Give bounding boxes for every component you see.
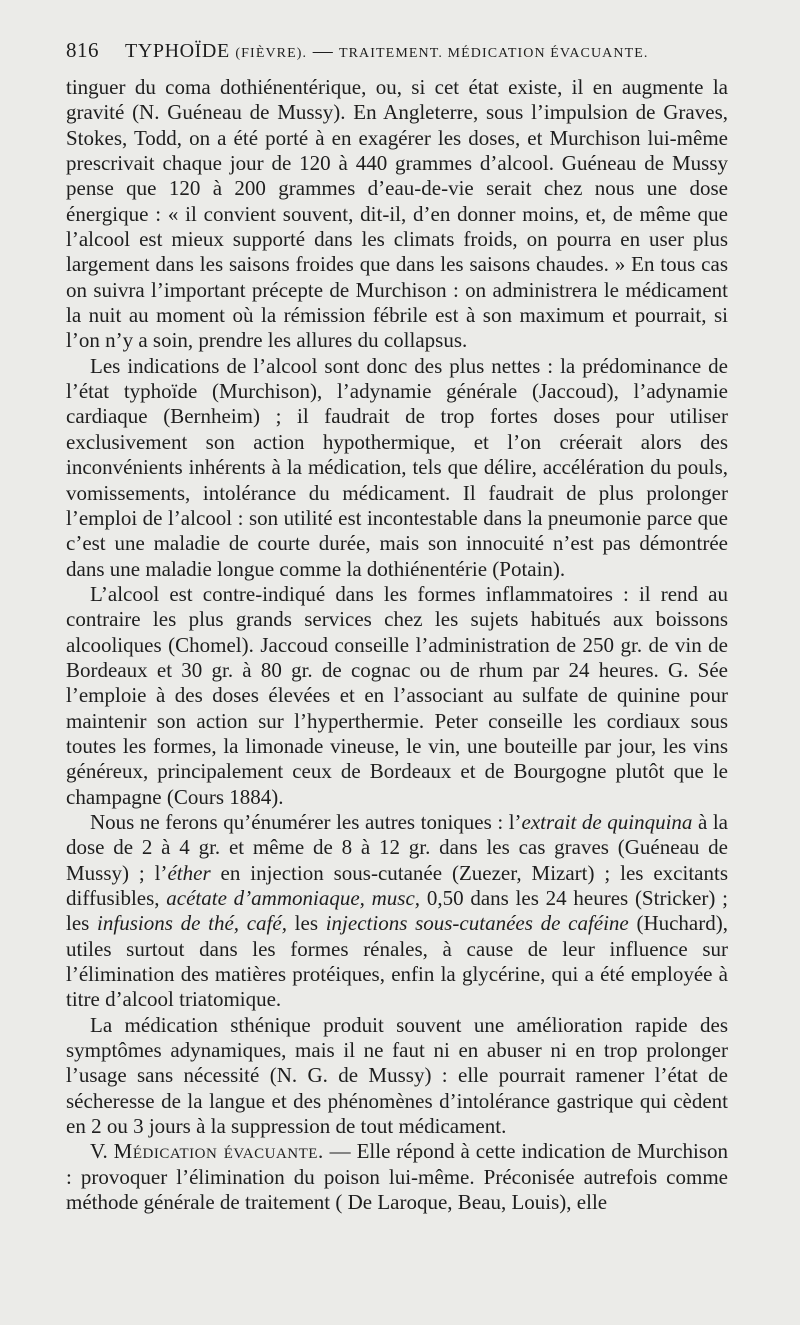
running-title-section: TRAITEMENT. MÉDICATION ÉVACUANTE. (338, 46, 649, 61)
text-run: à la dose de 2 à 4 gr. et même de 8 à 12 gr. dans les cas graves (Guéneau de Mussy) ; l’ (66, 809, 728, 885)
text-run: 0,50 dans les 24 heures (Stricker) ; les (66, 886, 728, 936)
text-run: Nous ne ferons qu’énumérer les autres toniques : l’ (90, 809, 522, 834)
section-numeral: V. (90, 1139, 108, 1164)
italic-run: injections sous-cutanées de caféine (325, 911, 629, 936)
running-title-dash: — (312, 40, 334, 62)
italic-run: extrait de quinquina (521, 809, 693, 834)
text-run: (Huchard), utiles surtout dans les formes rénales, à cause de leur influence sur l’élimination des matières protéiques, enfin la glycérine, qui a été employée à titre d’alcool triatomique. (66, 911, 728, 1012)
page-number: 816 (66, 38, 99, 62)
paragraph-evacuant-medication (66, 1139, 728, 1215)
paragraph-alcohol-indications: Les indications de l’alcool sont donc des plus nettes : la prédominance de l’état typhoïde (Murchison), l’adynamie générale (Jaccoud), l’adynamie cardiaque (Bernheim) ; il faudrait de trop fortes doses pour utiliser exclusivement son action hypothermique, et l’on créerait alors des inconvénients inhérents à la médication, tels que délire, accélération du pouls, vomissements, intolérance du médicament. Il faudrait de plus prolonger l’emploi de l’alcool : son utilité est incontestable dans la pneumonie parce que c’est une maladie de courte durée, mais son innocuité n’est pas démontrée dans une maladie longue comme la dothiénentérie (Potain). (66, 353, 728, 581)
text-run: en injection sous-cutanée (Zuezer, Mizart) ; les excitants diffusibles, (66, 860, 728, 910)
body-text (66, 75, 728, 1215)
paragraph-other-tonics (66, 810, 728, 1013)
italic-run: acétate d’ammoniaque, musc, (166, 886, 421, 910)
section-heading: Médication évacuante. (113, 1139, 324, 1164)
running-title-main: TYPHOÏDE (125, 40, 230, 62)
paragraph-continuation: tinguer du coma dothiénentérique, ou, si cet état existe, il en augmente la gravité (N. Guéneau de Mussy). En Angleterre, sous l’impulsion de Graves, Stokes, Todd, on a été porté à en exagérer les doses, et Murchison lui-même prescrivait chaque jour de 120 à 440 grammes d’alcool. Guéneau de Mussy pense que 120 à 200 grammes d’eau-de-vie serait chez nous une dose énergique : « il convient souvent, dit-il, d’en donner moins, et, de même que l’alcool est mieux supporté dans les climats froids, on pourra en user plus largement dans les saisons froides que dans les saisons chaudes. » En tous cas on suivra l’important précepte de Murchison : on administrera le médicament la nuit au moment où la rémission fébrile est à son maximum et pourrait, si l’on n’y a soin, prendre les allures du collapsus. (66, 75, 728, 353)
running-title-paren: (FIÈVRE). (235, 46, 308, 61)
paragraph-alcohol-contraindications: L’alcool est contre-indiqué dans les formes inflammatoires : il rend au contraire les plus grands services chez les sujets habitués aux boissons alcooliques (Chomel). Jaccoud conseille l’administration de 250 gr. de vin de Bordeaux et 30 gr. à 80 gr. de cognac ou de rhum par 24 heures. G. Sée l’emploie à des doses élevées et en l’associant au sulfate de quinine pour maintenir son action sur l’hyperthermie. Peter conseille les cordiaux sous toutes les formes, la limonade vineuse, le vin, une bouteille par jour, les vins généreux, principalement ceux de Bordeaux et de Bourgogne plutôt que le champagne (Cours 1884). (66, 581, 728, 809)
section-text: — Elle répond à cette indication de Murchison : provoquer l’élimination du poison lui-même. Préconisée autrefois comme méthode générale de traitement ( De Laroque, Beau, Louis), elle (66, 1139, 728, 1215)
running-header (66, 38, 728, 63)
italic-run: éther (167, 860, 211, 885)
paragraph-sthenic-medication: La médication sthénique produit souvent une amélioration rapide des symptômes adynamiques, mais il ne faut ni en abuser ni en trop prolonger l’usage sans nécessité (N. G. de Mussy) : elle pourrait ramener l’état de sécheresse de la langue et des phénomènes d’intolérance gastrique qui cèdent en 2 ou 3 jours à la suppression de tout médicament. (66, 1012, 728, 1139)
text-run: les (286, 911, 326, 936)
running-title (125, 40, 649, 63)
italic-run: infusions de thé, café, (97, 911, 287, 936)
